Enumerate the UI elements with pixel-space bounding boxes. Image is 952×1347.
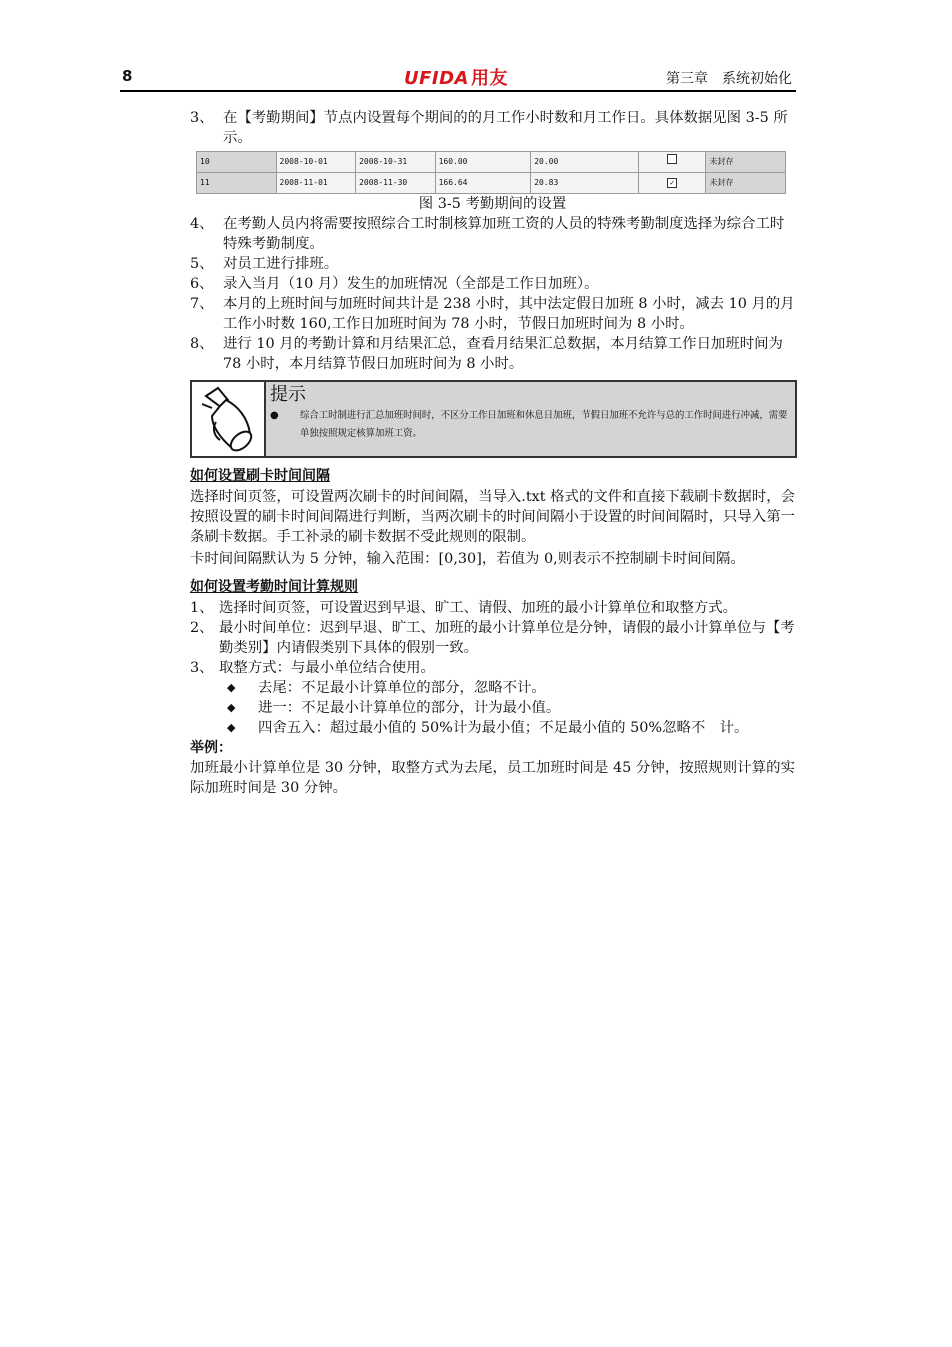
bullet-item [190,718,795,738]
checkbox-checked-icon[interactable]: ✓ [667,178,677,188]
step-text: 对员工进行排班。 [223,256,339,272]
table-cell [638,173,705,194]
step-text: 在【考勤期间】节点内设置每个期间的的月工作小时数和月工作日。具体数据见图 3-5 所示。 [223,110,788,146]
table-cell: 未封存 [706,173,786,194]
tip-body [266,382,795,456]
step-number: 7、 [190,296,214,312]
step-number: 6、 [190,276,214,292]
step-number: 4、 [190,216,214,232]
step-item [190,334,795,374]
tip-title: 提示 [270,384,306,405]
item-number: 2、 [190,620,214,636]
step-item [190,108,795,148]
logo-text-cn: 用友 [470,68,508,89]
step-text: 进行 10 月的考勤计算和月结果汇总，查看月结果汇总数据，本月结算工作日加班时间为 78 小时，本月结算节假日加班时间为 8 小时。 [223,336,783,372]
diamond-bullet-icon: ◆ [227,721,236,734]
figure-caption: 图 3-5 考勤期间的设置 [418,196,567,212]
table-cell: 20.83 [531,173,639,194]
rule-item [190,598,795,618]
section-heading: 如何设置考勤时间计算规则 [190,579,358,595]
table-row [197,173,786,194]
checkbox-unchecked-icon[interactable] [667,154,677,164]
table-cell: 11 [197,173,277,194]
table-cell: 20.00 [531,152,639,173]
paragraph: 选择时间页签，可设置两次刷卡的时间间隔，当导入.txt 格式的文件和直接下载刷卡数据时，会按照设置的刷卡时间间隔进行判断，当两次刷卡的时间间隔小于设置的时间间隔时，只导入第一条刷卡数据。手工补录的刷卡数据不受此规则的限制。 [190,489,795,545]
page-content [190,108,795,798]
bullet-text: 去尾：不足最小计算单位的部分，忽略不计。 [258,680,546,696]
page-header [120,64,796,92]
table-cell [638,152,705,173]
diamond-bullet-icon: ◆ [227,701,236,714]
logo-text-en: UFIDA [404,68,469,89]
step-item [190,294,795,334]
table-cell: 2008-10-01 [276,152,356,173]
example-label: 举例： [190,740,232,756]
step-text: 在考勤人员内将需要按照综合工时制核算加班工资的人员的特殊考勤制度选择为综合工时特殊考勤制度。 [223,216,785,252]
table-cell: 2008-11-01 [276,173,356,194]
item-text: 取整方式：与最小单位结合使用。 [219,660,435,676]
step-item [190,214,795,254]
bullet-dot-icon: ● [270,410,279,421]
bullet-text: 进一：不足最小计算单位的部分，计为最小值。 [258,700,561,716]
step-item [190,254,795,274]
bell-icon [192,382,266,456]
item-text: 最小时间单位：迟到早退、旷工、加班的最小计算单位是分钟，请假的最小计算单位与【考勤类别】内请假类别下具体的假别一致。 [219,620,795,656]
step-text: 本月的上班时间与加班时间共计是 238 小时，其中法定假日加班 8 小时，减去 10 月的月工作小时数 160,工作日加班时间为 78 小时，节假日加班时间为 8 小时。 [223,296,795,332]
rule-item [190,658,795,678]
step-item [190,274,795,294]
bullet-item [190,678,795,698]
diamond-bullet-icon: ◆ [227,681,236,694]
item-number: 1、 [190,600,214,616]
item-number: 3、 [190,660,214,676]
table-cell: 未封存 [706,152,786,173]
ufida-logo [404,64,508,90]
bullet-text: 四舍五入：超过最小值的 50%计为最小值；不足最小值的 50%忽略不 计。 [258,720,749,736]
rule-item [190,618,795,658]
table-cell: 2008-11-30 [356,173,436,194]
step-number: 5、 [190,256,214,272]
section-heading: 如何设置刷卡时间间隔 [190,468,330,484]
table-cell: 166.64 [435,173,531,194]
table-cell: 10 [197,152,277,173]
chapter-title: 第三章 系统初始化 [666,71,792,87]
table-cell: 160.00 [435,152,531,173]
step-text: 录入当月（10 月）发生的加班情况（全部是工作日加班）。 [223,276,599,292]
table-cell: 2008-10-31 [356,152,436,173]
tip-text [270,407,789,443]
tip-content: 综合工时制进行汇总加班时间时，不区分工作日加班和休息日加班，节假日加班不允许与总的工作时间进行冲减，需要单独按照规定核算加班工资。 [300,410,788,439]
table-row [197,152,786,173]
page-number: 8 [122,67,133,85]
tip-box [190,380,797,458]
step-number: 3、 [190,110,214,126]
step-number: 8、 [190,336,214,352]
paragraph: 卡时间间隔默认为 5 分钟，输入范围：[0,30]，若值为 0,则表示不控制刷卡时间间隔。 [190,551,745,567]
bullet-item [190,698,795,718]
item-text: 选择时间页签，可设置迟到早退、旷工、请假、加班的最小计算单位和取整方式。 [219,600,738,616]
example-text: 加班最小计算单位是 30 分钟，取整方式为去尾，员工加班时间是 45 分钟，按照规则计算的实际加班时间是 30 分钟。 [190,760,795,796]
attendance-period-table [196,151,786,194]
